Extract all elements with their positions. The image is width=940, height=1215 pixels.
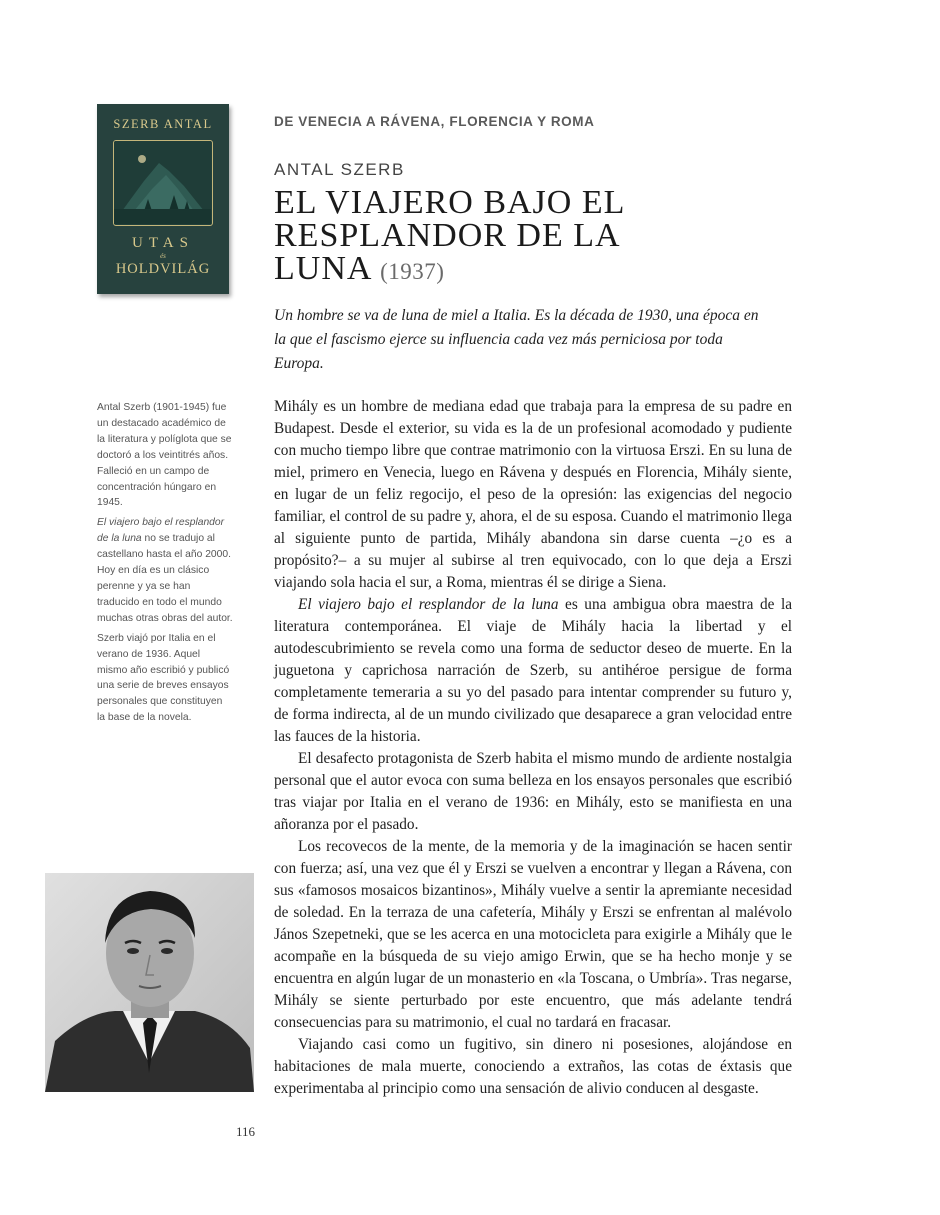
page-number: 116 xyxy=(236,1124,256,1139)
cover-author: SZERB ANTAL xyxy=(113,117,213,131)
lead-paragraph: Un hombre se va de luna de miel a Italia. Es la década de 1930, una época en la que el fascismo ejerce su influencia cada vez más perniciosa por toda Europa. xyxy=(274,307,759,372)
cover-title-connector: és xyxy=(160,252,166,260)
book-cover-image xyxy=(97,104,229,294)
author-portrait-photo xyxy=(45,873,254,1092)
body-paragraph-2-title: El viajero bajo el resplandor de la luna xyxy=(298,596,559,613)
article-body xyxy=(274,396,792,1100)
sidebar-note-2-text: no se tradujo al castellano hasta el año 2000. Hoy en día es un clásico perenne y ya se han traducido en todo el mundo muchas otras obras del autor. xyxy=(97,533,233,624)
cover-title-line1: UTAS xyxy=(132,235,194,251)
body-paragraph-2 xyxy=(274,594,792,748)
sidebar-notes xyxy=(97,400,233,730)
section-label: DE VENECIA A RÁVENA, FLORENCIA Y ROMA xyxy=(274,114,595,129)
author-name: ANTAL SZERB xyxy=(274,160,405,179)
body-paragraph-4: Los recovecos de la mente, de la memoria y de la imaginación se hacen sentir con fuerza; así, una vez que él y Erszi se vuelven a encontrar y llegan a Rávena, con sus «famosos mosaicos bizantinos», Mihály vuelve a sentir la apremiante necesidad de soledad. En la terraza de una cafetería, Mihály y Erszi se enfrentan al malévolo János Szepetneki, que se les acerca en una motocicleta para exigirle a Mihály que le acompañe en la búsqueda de su viejo amigo Erwin, que se ha hecho monje y se encuentra en algún lugar de un monasterio en «la Toscana, o Umbría». Tras negarse, Mihály se siente perturbado por este encuentro, que más adelante tendrá consecuencias para su matrimonio, el cual no tardará en fracasar. xyxy=(274,838,792,1031)
book-title xyxy=(274,186,794,288)
sidebar-note-3: Szerb viajó por Italia en el verano de 1936. Aquel mismo año escribió y publicó una serie de breves ensayos personales que constituyen la base de la novela. xyxy=(97,632,230,724)
body-paragraph-5: Viajando casi como un fugitivo, sin dinero ni posesiones, alojándose en habitaciones de mala muerte, conociendo a extraños, las cotas de éxtasis que experimentaba al principio como una sensación de alivio conducen al desgaste. xyxy=(274,1036,792,1097)
book-title-line1: EL VIAJERO BAJO EL xyxy=(274,184,626,221)
cover-illustration xyxy=(113,140,213,226)
sidebar-note-2-title: El viajero bajo el resplandor de la luna xyxy=(97,517,225,545)
body-paragraph-1: Mihály es un hombre de mediana edad que trabaja para la empresa de su padre en Budapest. Desde el exterior, su vida es la de un profesional acomodado y pudiente con mucho tiempo libre que contrae matrimonio con la virtuosa Erszi. En su luna de miel, primero en Venecia, luego en Rávena y después en Florencia, Mihály siente, en lugar de un feliz regocijo, el peso de la opresión: las exigencias del negocio familiar, el control de su padre y, ahora, el de su esposa. Cuando el matrimonio llega al siguiente punto de partida, Mihály abandona sin darse cuenta –¿o es a propósito?– a su mujer al subirse al tren equivocado, con lo que deja a Erszi viajando sola hacia el sur, a Roma, mientras él se dirige a Siena. xyxy=(274,398,792,591)
book-title-line2: RESPLANDOR DE LA xyxy=(274,217,621,254)
body-paragraph-3: El desafecto protagonista de Szerb habita el mismo mundo de ardiente nostalgia personal que el autor evoca con suma belleza en los ensayos personales que escribió tras viajar por Italia en el verano de 1936: en Mihály, esto se manifiesta en una añoranza por el pasado. xyxy=(274,750,792,833)
sidebar-note-1: Antal Szerb (1901-1945) fue un destacado académico de la literatura y políglota que se doctoró a los veintitrés años. Falleció en un campo de concentración húngaro en 1945. xyxy=(97,402,232,509)
cover-title-line2: HOLDVILÁG xyxy=(115,261,211,277)
sidebar-note-2 xyxy=(97,515,233,626)
book-year: (1937) xyxy=(380,259,445,284)
body-paragraph-2-text: es una ambigua obra maestra de la literatura contemporánea. El viaje de Mihály hacia la libertad y el autodescubrimiento se revela como una forma de seductor deseo de muerte. En la juguetona y caprichosa narración de Szerb, su antihéroe persigue de forma completamente temeraria a su yo del pasado para intentar comprender su futuro y, de forma indirecta, al de un mundo civilizado que desaparece a gran velocidad entre las fauces de la historia. xyxy=(274,596,792,745)
book-title-line3: LUNA xyxy=(274,250,371,287)
